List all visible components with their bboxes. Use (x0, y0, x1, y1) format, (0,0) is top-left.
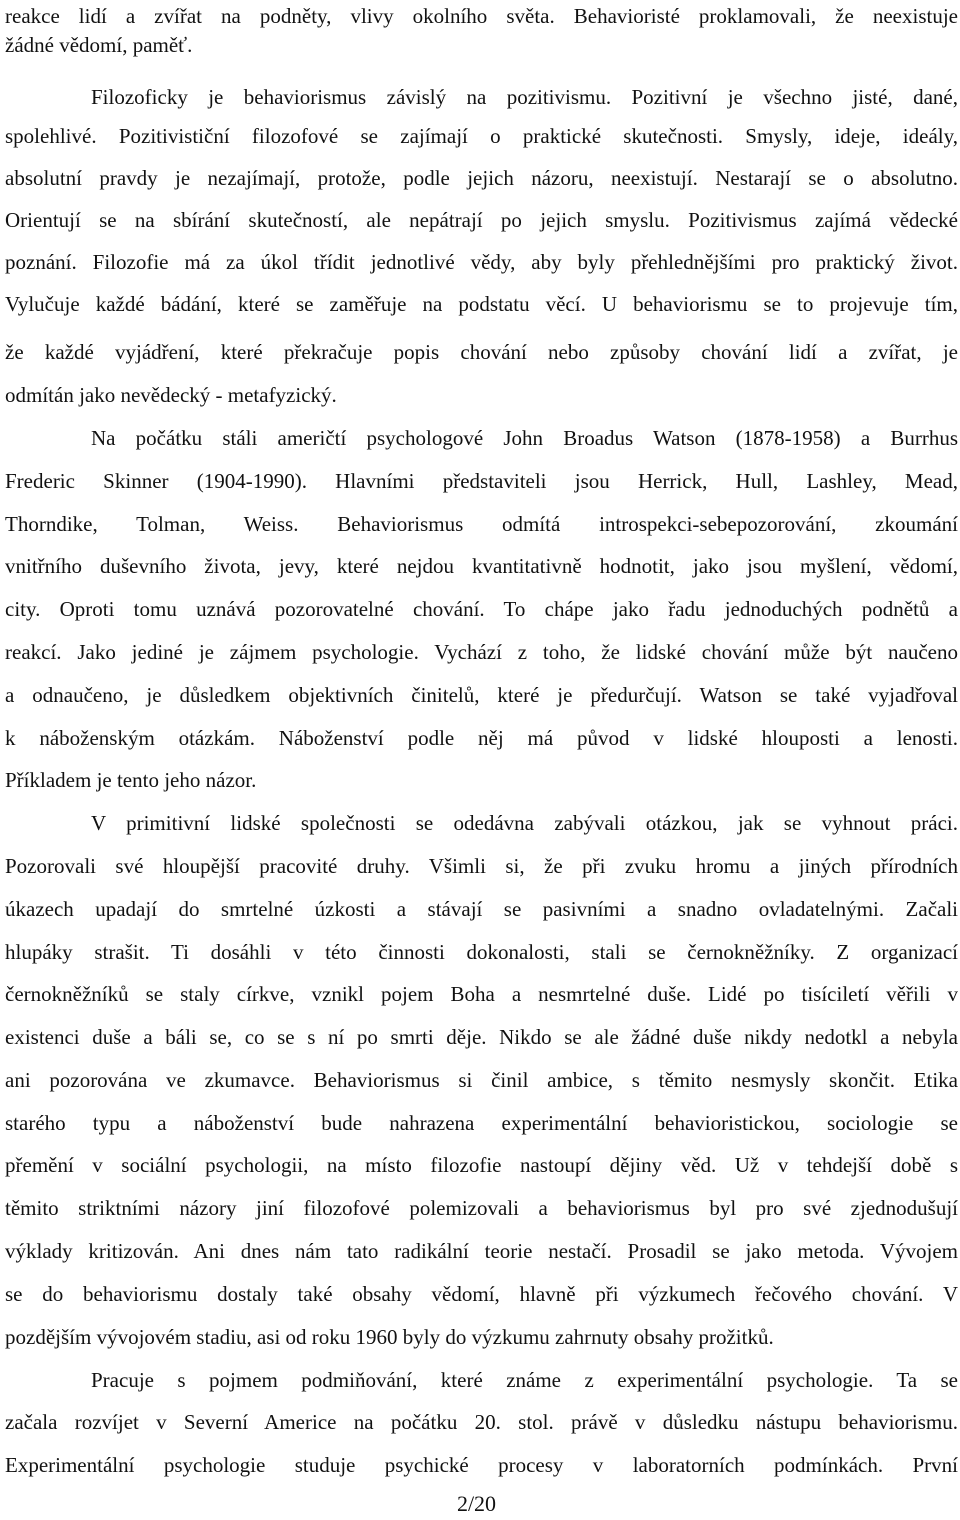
text-line: Vylučuje každé bádání, které se zaměřuje na podstatu věcí. U behaviorismu se to projevuje tím, (5, 292, 958, 316)
text-line: spolehlivé. Pozitivističní filozofové se zajímají o praktické skutečnosti. Smysly, ideje, ideály, (5, 124, 958, 148)
text-line: černokněžníků se staly církve, vznikl pojem Boha a nesmrtelné duše. Lidé po tisíciletí věřili v (5, 982, 958, 1006)
text-line: Příkladem je tento jeho názor. (5, 768, 257, 792)
text-line: těmito striktními názory jiní filozofové polemizovali a behaviorismus byl pro své zjednodušují (5, 1196, 958, 1220)
text-line: Filozoficky je behaviorismus závislý na pozitivismu. Pozitivní je všechno jisté, dané, (91, 85, 958, 109)
text-line: city. Oproti tomu uznává pozorovatelné chování. To chápe jako řadu jednoduchých podnětů a (5, 597, 958, 621)
text-line: vnitřního duševního života, jevy, které nejdou kvantitativně hodnotit, jako jsou myšlení, vědomí, (5, 554, 958, 578)
text-line: V primitivní lidské společnosti se odedávna zabývali otázkou, jak se vyhnout práci. (91, 811, 958, 835)
text-line: se do behaviorismu dostaly také obsahy vědomí, hlavně při výzkumech řečového chování. V (5, 1282, 958, 1306)
page-number: 2/20 (456, 1491, 497, 1516)
text-line: odmítán jako nevědecký - metafyzický. (5, 383, 337, 407)
text-line: Frederic Skinner (1904-1990). Hlavními představiteli jsou Herrick, Hull, Lashley, Mead, (5, 469, 958, 493)
text-line: poznání. Filozofie má za úkol třídit jednotlivé vědy, aby byly přehlednějšími pro praktický život. (5, 250, 958, 274)
text-line: přemění v sociální psychologii, na místo filozofie nastoupí dějiny věd. Už v tehdejší době s (5, 1153, 958, 1177)
text-line: Na počátku stáli američtí psychologové John Broadus Watson (1878-1958) a Burrhus (91, 426, 958, 450)
text-line: absolutní pravdy je nezajímají, protože, podle jejich názoru, neexistují. Nestarají se o absolutno. (5, 166, 958, 190)
text-line: pozdějším vývojovém stadiu, asi od roku 1960 byly do výzkumu zahrnuty obsahy prožitků. (5, 1325, 774, 1349)
text-line: Experimentální psychologie studuje psychické procesy v laboratorních podmínkách. První (5, 1453, 958, 1477)
text-line: a odnaučeno, je důsledkem objektivních činitelů, které je předurčují. Watson se také vyjadřoval (5, 683, 958, 707)
text-line: Thorndike, Tolman, Weiss. Behaviorismus odmítá introspekci-sebepozorování, zkoumání (5, 512, 958, 536)
text-line: Pracuje s pojmem podmiňování, které známe z experimentální psychologie. Ta se (91, 1368, 958, 1392)
text-line: žádné vědomí, paměť. (5, 33, 193, 57)
text-line: ani pozorována ve zkumavce. Behaviorismus si činil ambice, s těmito nesmysly skončit. Etika (5, 1068, 958, 1092)
text-line: k náboženským otázkám. Náboženství podle něj má původ v lidské hlouposti a lenosti. (5, 726, 958, 750)
text-line: úkazech upadají do smrtelné úzkosti a stávají se pasivními a snadno ovladatelnými. Začali (5, 897, 958, 921)
text-line: že každé vyjádření, které překračuje popis chování nebo způsoby chování lidí a zvířat, je (5, 340, 958, 364)
text-line: starého typu a náboženství bude nahrazena experimentální behavioristickou, sociologie se (5, 1111, 958, 1135)
text-line: existenci duše a báli se, co se s ní po smrti děje. Nikdo se ale žádné duše nikdy nedotkl a nebyla (5, 1025, 958, 1049)
text-line: reakce lidí a zvířat na podněty, vlivy okolního světa. Behavioristé proklamovali, že neexistuje (5, 4, 958, 28)
text-line: výklady kritizován. Ani dnes nám tato radikální teorie nestačí. Prosadil se jako metoda. Vývojem (5, 1239, 958, 1263)
text-line: reakcí. Jako jediné je zájmem psychologie. Vychází z toho, že lidské chování může být naučeno (5, 640, 958, 664)
text-line: začala rozvíjet v Severní Americe na počátku 20. stol. právě v důsledku nástupu behaviorismu. (5, 1410, 958, 1434)
text-line: Orientují se na sbírání skutečností, ale nepátrají po jejich smyslu. Pozitivismus zajímá vědecké (5, 208, 958, 232)
text-line: hlupáky strašit. Ti dosáhli v této činnosti dokonalosti, stali se černokněžníky. Z organizací (5, 940, 958, 964)
text-line: Pozorovali své hloupější pracovité druhy. Všimli si, že při zvuku hromu a jiných přírodních (5, 854, 958, 878)
